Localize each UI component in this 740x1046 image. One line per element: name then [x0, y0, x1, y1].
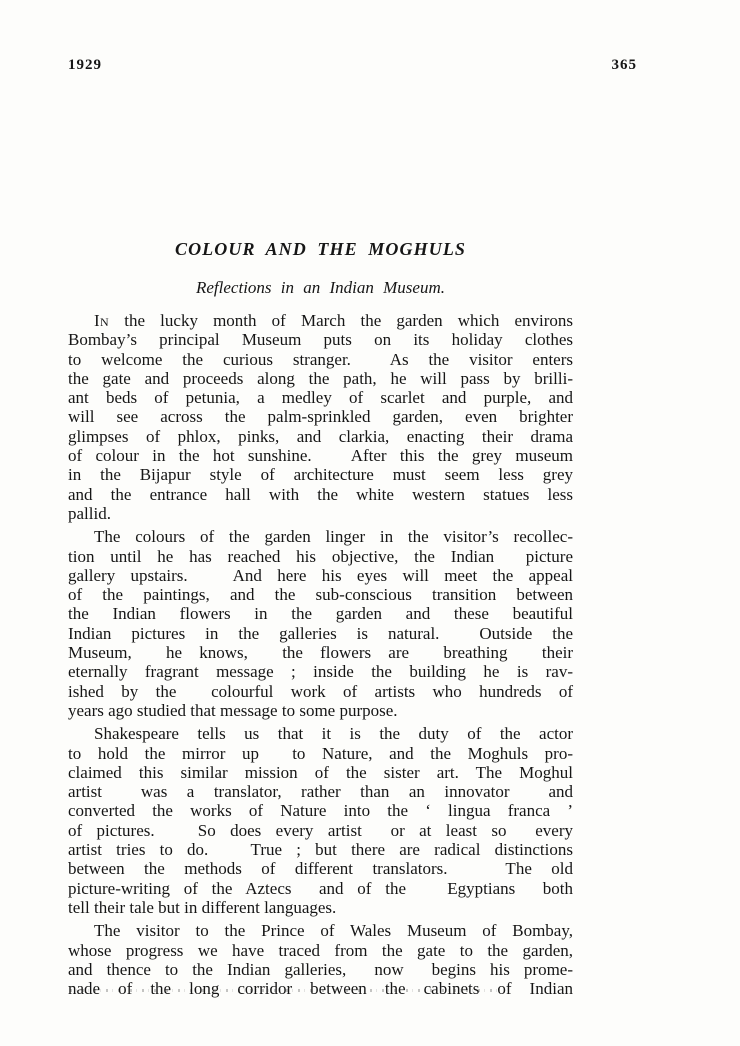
text-line: artist was a translator, rather than an innovator and: [68, 782, 573, 802]
text-line: Indian pictures in the galleries is natural. Outside the: [68, 623, 573, 643]
text-line: between the methods of different translators. The old: [68, 859, 573, 879]
text-line: nade of the long corridor between the cabinets of Indian: [68, 979, 573, 999]
text-line: and the entrance hall with the white western statues less: [68, 484, 573, 504]
text-line: Shakespeare tells us that it is the duty of the actor: [94, 724, 573, 744]
text-line: ished by the colourful work of artists who hundreds of: [68, 681, 573, 701]
text-line: the gate and proceeds along the path, he will pass by brilli-: [68, 368, 573, 388]
paragraph: [68, 724, 573, 917]
text-line: the Indian flowers in the garden and these beautiful: [68, 604, 573, 624]
text-line: years ago studied that message to some purpose.: [68, 700, 398, 720]
text-line: of colour in the hot sunshine. After this the grey museum: [68, 446, 573, 466]
text-line: eternally fragrant message ; inside the building he is rav-: [68, 662, 573, 682]
text-line: of pictures. So does every artist or at least so every: [68, 820, 573, 840]
text-line: claimed this similar mission of the sister art. The Moghul: [68, 762, 573, 782]
text-line: pallid.: [68, 503, 111, 523]
text-line: artist tries to do. True ; but there are radical distinctions: [68, 840, 573, 860]
text-line: ant beds of petunia, a medley of scarlet and purple, and: [68, 388, 573, 408]
text-line: will see across the palm-sprinkled garden, even brighter: [68, 407, 573, 427]
text-line: tion until he has reached his objective, the Indian picture: [68, 546, 573, 566]
text-line: whose progress we have traced from the gate to the garden,: [68, 940, 573, 960]
text-line: glimpses of phlox, pinks, and clarkia, enacting their drama: [68, 426, 573, 446]
paragraph: [68, 921, 573, 998]
article-title: COLOUR AND THE MOGHULS: [174, 239, 467, 259]
text-line: to hold the mirror up to Nature, and the Moghuls pro-: [68, 743, 573, 763]
text-line: to welcome the curious stranger. As the visitor enters: [68, 349, 573, 369]
text-line: gallery upstairs. And here his eyes will meet the appeal: [68, 565, 573, 585]
text-line: of the paintings, and the sub-conscious transition between: [68, 585, 573, 605]
text-line: tell their tale but in different languages.: [68, 897, 337, 917]
text-line: The visitor to the Prince of Wales Museum of Bombay,: [94, 921, 573, 941]
scan-artifact-cutoff-line: [70, 989, 498, 992]
text-line: In the lucky month of March the garden which environs: [94, 311, 573, 330]
paragraph: [68, 311, 573, 523]
article-body: [68, 311, 573, 1002]
text-line: Bombay’s principal Museum puts on its holiday clothes: [68, 330, 573, 350]
text-line: The colours of the garden linger in the visitor’s recollec-: [94, 527, 573, 547]
article-subtitle: Reflections in an Indian Museum.: [196, 278, 445, 297]
running-header: [68, 57, 637, 74]
small-caps-lead-word: In: [94, 311, 110, 330]
text-line: converted the works of Nature into the ‘ lingua franca ’: [68, 801, 573, 821]
header-page-number: 365: [611, 57, 637, 73]
text-line: and thence to the Indian galleries, now begins his prome-: [68, 959, 573, 979]
text-line: Museum, he knows, the flowers are breathing their: [68, 643, 573, 663]
header-year: 1929: [68, 57, 102, 73]
text-line: picture-writing of the Aztecs and of the Egyptians both: [68, 878, 573, 898]
paragraph: [68, 527, 573, 720]
text-line: in the Bijapur style of architecture must seem less grey: [68, 465, 573, 485]
